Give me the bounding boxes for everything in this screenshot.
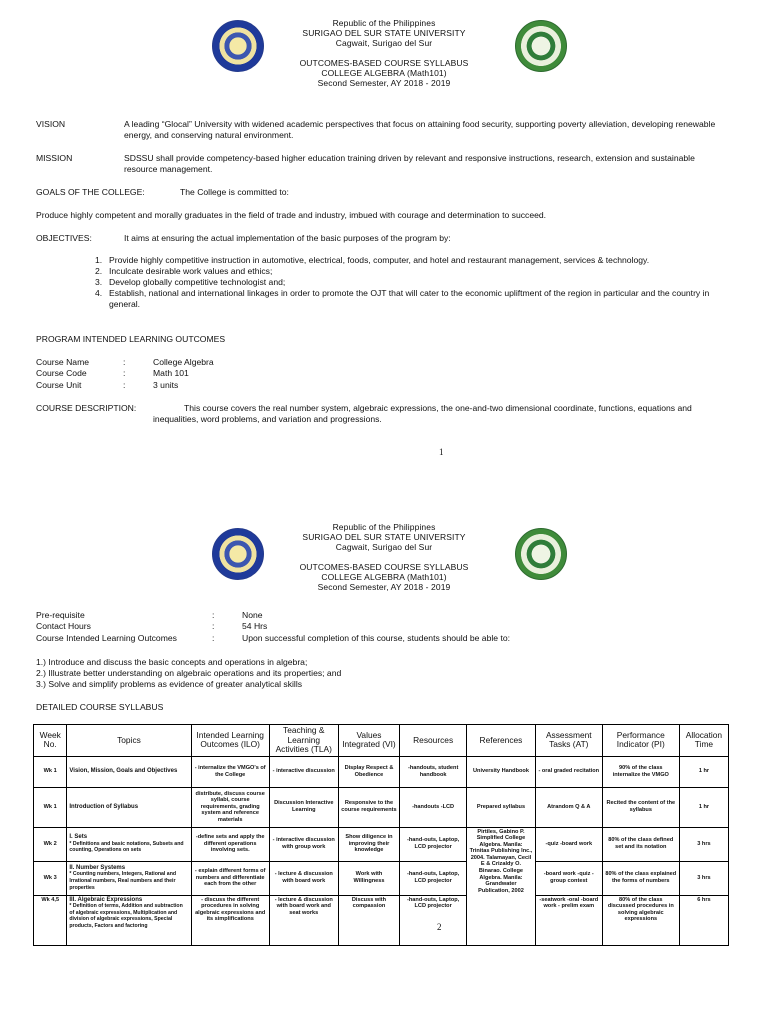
- course-code-label: Course Code: [36, 368, 87, 378]
- table-row: [34, 861, 729, 895]
- cell-allocation: 1 hr: [679, 756, 728, 787]
- course-unit-sep: :: [123, 380, 126, 390]
- course-name-label: Course Name: [36, 357, 90, 367]
- table-row: [34, 756, 729, 787]
- cell-ilo: distribute, discuss course syllabi, course requirements, grading system and reference materials: [191, 787, 269, 827]
- cell-topic: [67, 861, 191, 895]
- document-title: OUTCOMES-BASED COURSE SYLLABUS: [299, 562, 469, 572]
- cell-performance: Recited the content of the syllabus: [602, 787, 679, 827]
- prerequisite-value: None: [242, 610, 263, 620]
- cell-assessment: -quiz -board work: [535, 827, 602, 861]
- republic-line: Republic of the Philippines: [332, 18, 436, 28]
- table-row: [34, 787, 729, 827]
- university-name: SURIGAO DEL SUR STATE UNIVERSITY: [302, 532, 466, 542]
- objective-item: 4. Establish, national and international linkages in order to promote the OJT that will cater to the economic upliftment of the region in particular and the country in general.: [95, 288, 710, 309]
- topic-title: Vision, Mission, Goals and Objectives: [69, 768, 178, 775]
- page-gap: [0, 472, 768, 518]
- cell-week: Wk 1: [34, 756, 67, 787]
- cell-resources: -handouts, student handbook: [400, 756, 467, 787]
- cell-topic: [67, 827, 191, 861]
- course-description-text: This course covers the real number system, algebraic expressions, the one-and-two dimensional coordinate, functions, equations and inequalities, word problems, and variation and progressions.: [153, 403, 692, 424]
- cell-resources: -hand-outs, Laptop, LCD projector: [400, 861, 467, 895]
- republic-line: Republic of the Philippines: [332, 522, 436, 532]
- course-title: COLLEGE ALGEBRA (Math101): [321, 572, 447, 582]
- course-description-label: COURSE DESCRIPTION:: [36, 403, 137, 413]
- cilo-item: 2.) Illustrate better understanding on algebraic operations and its properties; and: [36, 668, 342, 678]
- cell-performance: 80% of the class defined set and its notation: [602, 827, 679, 861]
- cell-topic: [67, 756, 191, 787]
- university-name: SURIGAO DEL SUR STATE UNIVERSITY: [302, 28, 466, 38]
- cell-allocation: 6 hrs: [679, 895, 728, 945]
- cilo-item: 3.) Solve and simplify problems as evidence of greater analytical skills: [36, 679, 303, 689]
- topic-subtopics: * Counting numbers, Integers, Rational and Irrational numbers, Real numbers and their properties: [69, 871, 177, 891]
- table-header-row: [34, 725, 729, 757]
- objectives-label: OBJECTIVES:: [36, 233, 92, 243]
- mission-text: SDSSU shall provide competency-based higher education training driven by relevant and responsive instructions, research, extension and sustainable resource management.: [124, 153, 695, 174]
- cell-week: Wk 2: [34, 827, 67, 861]
- document-title: OUTCOMES-BASED COURSE SYLLABUS: [299, 58, 469, 68]
- objectives-text: It aims at ensuring the actual implementation of the basic purposes of the program by:: [124, 233, 451, 243]
- table-row: [34, 827, 729, 861]
- cell-values: Show diligence in improving their knowledge: [338, 827, 400, 861]
- cell-assessment: - oral graded recitation: [535, 756, 602, 787]
- page-number: 1: [439, 447, 444, 457]
- cilo-label: Course Intended Learning Outcomes: [36, 633, 177, 643]
- course-syllabus-table: [33, 724, 729, 946]
- cell-resources: -hand-outs, Laptop, LCD projector: [400, 827, 467, 861]
- table-row: [34, 895, 729, 945]
- col-values: Values Integrated (VI): [338, 725, 400, 757]
- course-title: COLLEGE ALGEBRA (Math101): [321, 68, 447, 78]
- topic-subtopics: * Definition of terms, Addition and subtraction of algebraic expressions, Multiplication and division of algebraic expressions, Special products, Factors and factoring: [69, 903, 183, 929]
- topic-title: II. Number Systems: [69, 864, 126, 871]
- topic-subtopics: * Definitions and basic notations, Subsets and counting, Operations on sets: [69, 840, 184, 854]
- goals-text: The College is committed to:: [180, 187, 289, 197]
- contact-hours-value: 54 Hrs: [242, 621, 268, 631]
- cell-resources: -handouts -LCD: [400, 787, 467, 827]
- topic-title: I. Sets: [69, 834, 88, 841]
- cell-values: Discuss with compassion: [338, 895, 400, 945]
- cell-tla: - interactive discussion with group work: [269, 827, 338, 861]
- col-topics: Topics: [67, 725, 191, 757]
- topic-title: Introduction of Syllabus: [69, 803, 139, 810]
- course-name-sep: :: [123, 357, 126, 367]
- cell-values: Responsive to the course requirements: [338, 787, 400, 827]
- semester: Second Semester, AY 2018 - 2019: [317, 582, 451, 592]
- cilo-item: 1.) Introduce and discuss the basic concepts and operations in algebra;: [36, 657, 308, 667]
- col-resources: Resources: [400, 725, 467, 757]
- objective-item: 3. Develop globally competitive technologist and;: [95, 277, 286, 287]
- syllabus-page-1: [0, 0, 768, 472]
- course-code-value: Math 101: [153, 368, 189, 378]
- university-location: Cagwait, Surigao del Sur: [335, 38, 433, 48]
- vision-text: A leading “Glocal” University with widened academic perspectives that focus on attaining food security, supporting poverty alleviation, developing renewable energy, and conserving natural environment.: [124, 119, 716, 140]
- cell-topic: [67, 787, 191, 827]
- cell-ilo: -define sets and apply the different operations involving sets.: [191, 827, 269, 861]
- page-number: 2: [437, 922, 442, 932]
- objective-item: 2. Inculcate desirable work values and ethics;: [95, 266, 273, 276]
- col-assessment: Assessment Tasks (AT): [535, 725, 602, 757]
- cell-ilo: - explain different forms of numbers and differentiate each from the other: [191, 861, 269, 895]
- cell-references: Pirtiles, Gabino P. Simplified College Algebra. Manila: Trinitas Publishing Inc., 2004. Talamayan, Cecil E & Crizaldy O. Binarao. College Algebra. Manila: Grandwater Publication, 2002: [467, 827, 536, 945]
- cilo-sep: :: [212, 633, 215, 643]
- cell-allocation: 1 hr: [679, 787, 728, 827]
- cell-references: University Handbook: [467, 756, 536, 787]
- col-allocation: Allocation Time: [679, 725, 728, 757]
- prerequisite-sep: :: [212, 610, 215, 620]
- cell-performance: 80% of the class discussed procedures in solving algebraic expressions: [602, 895, 679, 945]
- cell-tla: - interactive discussion: [269, 756, 338, 787]
- cell-allocation: 3 hrs: [679, 861, 728, 895]
- cell-assessment: -board work -quiz -group contest: [535, 861, 602, 895]
- course-unit-label: Course Unit: [36, 380, 82, 390]
- university-location: Cagwait, Surigao del Sur: [335, 542, 433, 552]
- col-references: References: [467, 725, 536, 757]
- course-name-value: College Algebra: [153, 357, 214, 367]
- cell-ilo: - discuss the different procedures in solving algebraic expressions and its simplifications: [191, 895, 269, 945]
- cell-performance: 80% of the class explained the forms of numbers: [602, 861, 679, 895]
- col-performance: Performance Indicator (PI): [602, 725, 679, 757]
- pilo-heading: PROGRAM INTENDED LEARNING OUTCOMES: [36, 334, 226, 344]
- mission-label: MISSION: [36, 153, 73, 163]
- cilo-intro: Upon successful completion of this course, students should be able to:: [242, 633, 510, 643]
- cell-tla: - lecture & discussion with board work: [269, 861, 338, 895]
- col-week: Week No.: [34, 725, 67, 757]
- cell-assessment: -seatwork -oral -board work - prelim exam: [535, 895, 602, 945]
- objectives-list: [95, 255, 735, 310]
- goals-statement: Produce highly competent and morally graduates in the field of trade and industry, imbued with courage and determination to succeed.: [36, 210, 547, 220]
- syllabus-heading: DETAILED COURSE SYLLABUS: [36, 702, 164, 712]
- cell-allocation: 3 hrs: [679, 827, 728, 861]
- cell-references: Prepared syllabus: [467, 787, 536, 827]
- contact-hours-sep: :: [212, 621, 215, 631]
- semester: Second Semester, AY 2018 - 2019: [317, 78, 451, 88]
- cell-performance: 90% of the class internalize the VMGO: [602, 756, 679, 787]
- cell-topic: [67, 895, 191, 945]
- objective-item: 1. Provide highly competitive instruction in automotive, electrical, foods, computer, and hotel and restaurant management, services & technology.: [95, 255, 650, 265]
- page-header: [0, 18, 768, 88]
- cell-week: Wk 1: [34, 787, 67, 827]
- goals-label: GOALS OF THE COLLEGE:: [36, 187, 145, 197]
- cell-values: Display Respect & Obedience: [338, 756, 400, 787]
- cell-tla: Discussion Interactive Learning: [269, 787, 338, 827]
- cell-tla: - lecture & discussion with board work and seat works: [269, 895, 338, 945]
- prerequisite-label: Pre-requisite: [36, 610, 85, 620]
- page-header: [0, 522, 768, 592]
- cell-assessment: Atrandom Q & A: [535, 787, 602, 827]
- cell-week: Wk 3: [34, 861, 67, 895]
- cell-values: Work with Willingness: [338, 861, 400, 895]
- cell-week: Wk 4,5: [34, 895, 67, 945]
- col-tla: Teaching & Learning Activities (TLA): [269, 725, 338, 757]
- topic-title: III. Algebraic Expressions: [69, 896, 143, 903]
- cell-resources: -hand-outs, Laptop, LCD projector: [400, 895, 467, 945]
- course-unit-value: 3 units: [153, 380, 179, 390]
- contact-hours-label: Contact Hours: [36, 621, 91, 631]
- col-ilo: Intended Learning Outcomes (ILO): [191, 725, 269, 757]
- vision-label: VISION: [36, 119, 66, 129]
- cell-ilo: - internalize the VMGO's of the College: [191, 756, 269, 787]
- course-code-sep: :: [123, 368, 126, 378]
